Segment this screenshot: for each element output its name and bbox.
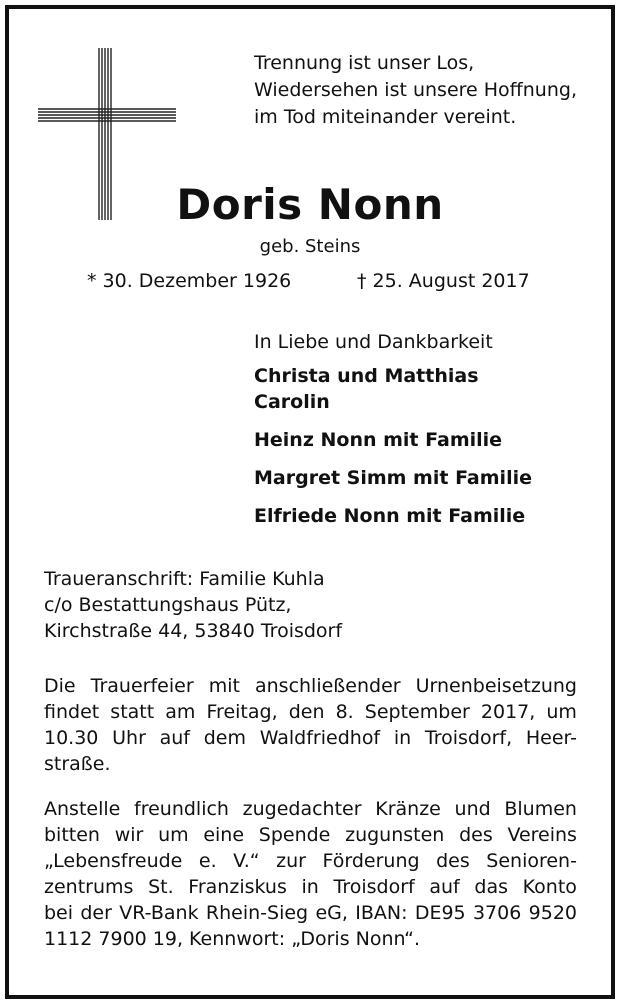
word: September — [364, 701, 470, 723]
quote-line: Wiedersehen ist unsere Hoffnung, — [254, 79, 577, 101]
word: den — [288, 701, 325, 723]
word: am — [165, 701, 196, 723]
word: 9520 — [528, 902, 577, 924]
mourners-intro: In Liebe und Dankbarkeit — [254, 331, 493, 353]
word: mit — [208, 675, 240, 697]
mourners-list — [254, 329, 532, 529]
word: Rhein-Sieg — [205, 902, 309, 924]
word: statt — [110, 701, 155, 723]
word: zugunsten — [345, 824, 445, 846]
word: in — [301, 876, 319, 898]
word: 2017, — [480, 701, 536, 723]
mourner-name: Margret Simm mit Familie — [254, 467, 532, 489]
word: Trauerfeier — [90, 675, 194, 697]
maiden-name: geb. Steins — [259, 236, 361, 257]
word: Freitag, — [206, 701, 278, 723]
word: Troisdorf — [333, 876, 415, 898]
donation-line — [44, 848, 577, 874]
word: Troisdorf, — [424, 727, 513, 749]
word: um — [546, 701, 577, 723]
word: Franziskus — [188, 876, 287, 898]
ceremony-line — [44, 699, 577, 725]
ceremony-line — [44, 673, 577, 699]
word: Kränze — [375, 798, 441, 820]
word: Förderung — [322, 850, 420, 872]
word: DE95 — [414, 902, 466, 924]
word: eG, — [315, 902, 348, 924]
mourner-name: Carolin — [254, 391, 330, 413]
word: zentrums — [44, 876, 134, 898]
word: 3706 — [472, 902, 522, 924]
quote-line: im Tod miteinander vereint. — [254, 106, 517, 128]
word: auf — [159, 727, 190, 749]
word: auf — [429, 876, 460, 898]
word: St. — [148, 876, 174, 898]
mourning-address — [44, 566, 342, 644]
donation-line — [44, 900, 577, 926]
mourner-name: Heinz Nonn mit Familie — [254, 429, 503, 451]
word: e. — [198, 850, 217, 872]
address-line: Traueranschrift: Familie Kuhla — [44, 568, 325, 590]
word: Die — [44, 675, 76, 697]
ceremony-paragraph — [44, 673, 577, 777]
word: Uhr — [112, 727, 146, 749]
ceremony-line — [44, 725, 577, 751]
word: freundlich — [134, 798, 229, 820]
word: zur — [276, 850, 306, 872]
word: in — [393, 727, 412, 749]
word: Blumen — [504, 798, 577, 820]
birth-date: * 30. Dezember 1926 — [87, 270, 292, 292]
mourner-name: Elfriede Nonn mit Familie — [254, 505, 526, 527]
word: Spende — [258, 824, 331, 846]
address-line: Kirchstraße 44, 53840 Troisdorf — [44, 620, 343, 642]
address-line: c/o Bestattungshaus Pütz, — [44, 594, 292, 616]
donation-line — [44, 822, 577, 848]
word: Heer- — [525, 727, 577, 749]
ceremony-line: straße. — [44, 753, 111, 775]
word: der — [80, 902, 112, 924]
word: um — [158, 824, 189, 846]
mourner-name: Christa und Matthias — [254, 365, 479, 387]
word: das — [474, 876, 508, 898]
quote-line: Trennung ist unser Los, — [254, 52, 475, 74]
word: Waldfriedhof — [259, 727, 381, 749]
donation-line — [44, 874, 577, 900]
word: dem — [203, 727, 246, 749]
word: findet — [44, 701, 100, 723]
donation-paragraph — [44, 796, 577, 952]
quote — [254, 50, 577, 131]
word: Vereins — [507, 824, 577, 846]
word: und — [454, 798, 491, 820]
word: bitten — [44, 824, 100, 846]
word: Urnenbeisetzung — [415, 675, 577, 697]
word: des — [436, 850, 470, 872]
donation-line — [44, 796, 577, 822]
word: wir — [114, 824, 144, 846]
word: Konto — [522, 876, 577, 898]
death-date: † 25. August 2017 — [357, 270, 530, 292]
word: zugedachter — [242, 798, 362, 820]
word: Anstelle — [44, 798, 121, 820]
word: „Lebensfreude — [44, 850, 183, 872]
word: Senioren- — [486, 850, 577, 872]
word: V.“ — [233, 850, 260, 872]
word: 8. — [335, 701, 354, 723]
word: 10.30 — [44, 727, 99, 749]
donation-line: 1112 7900 19, Kennwort: „Doris Nonn“. — [44, 928, 421, 950]
deceased-name: Doris Nonn — [176, 180, 444, 229]
word: eine — [203, 824, 245, 846]
word: bei — [44, 902, 74, 924]
word: VR-Bank — [119, 902, 199, 924]
word: anschließender — [254, 675, 401, 697]
word: IBAN: — [355, 902, 408, 924]
word: des — [459, 824, 493, 846]
